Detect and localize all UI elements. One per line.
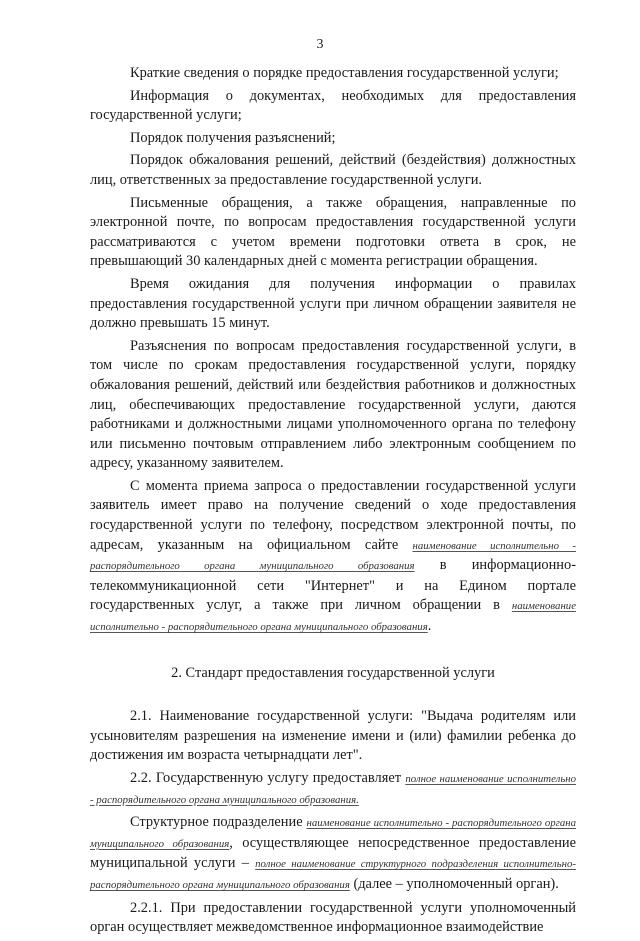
text-run: 2. Стандарт предоставления государственной услуги <box>171 664 495 681</box>
text-run: 2.1. Наименование государственной услуги: "Выдача родителям или усыновителям разрешения на изменение имени и (или) фамилии ребенка до достижения им возраста четырнадцати лет". <box>90 708 576 764</box>
text-run: . <box>427 618 432 635</box>
page-number: 3 <box>316 37 324 52</box>
text-run: Структурное подразделение <box>130 814 307 831</box>
paragraph <box>90 129 576 149</box>
paragraph <box>90 899 576 938</box>
paragraph <box>90 337 576 474</box>
handwritten-insert: полное наименование исполнительно - распорядительного органа муниципального образования. <box>90 773 576 806</box>
text-run: 2.2.1. При предоставлении государственной услуги уполномоченный орган осуществляет межведомственное информационное взаимодействие <box>90 899 576 936</box>
text-run: Разъяснения по вопросам предоставления государственной услуги, в том числе по срокам предоставления государственной услуги, порядку обжалования решений, действий или бездействия работников и должностных лиц, обеспечивающих предоставление государственной услуги, даются работниками и должностными лицами уполномоченного органа по телефону или письменно почтовым отправлением либо электронным сообщением по адресу, указанному заявителем. <box>90 337 576 472</box>
paragraph <box>90 813 576 895</box>
text-run: Порядок обжалования решений, действий (бездействия) должностных лиц, ответственных за предоставление государственной услуги. <box>90 152 576 188</box>
text-run: С момента приема запроса о предоставлении государственной услуги заявитель имеет право на получение сведений о ходе предоставления государственной услуги по телефону, посредством электронной почты, по адресам, указанным на официальном сайте <box>90 477 576 553</box>
text-run: 2.2. Государственную услугу предоставляет <box>130 770 406 786</box>
paragraph <box>90 275 576 334</box>
text-run: (далее – уполномоченный орган). <box>349 875 559 892</box>
paragraph <box>90 151 576 190</box>
paragraph <box>90 477 576 638</box>
paragraph <box>90 194 576 272</box>
text-run: Письменные обращения, а также обращения, направленные по электронной почте, по вопросам предоставления государственной услуги рассматриваются с учетом времени подготовки ответа в срок, не превышающий 30 календарных дней с момента регистрации обращения. <box>90 194 576 270</box>
text-run: в информационно-телекоммуникационной сети "Интернет" и на Едином портале государственных услуг, а также при личном обращении в <box>90 557 577 614</box>
document-body <box>90 64 576 941</box>
text-run: Порядок получения разъяснений; <box>130 129 336 146</box>
paragraph <box>90 707 576 766</box>
text-run: Информация о документах, необходимых для предоставления государственной услуги; <box>90 87 576 124</box>
paragraph <box>90 64 576 84</box>
paragraph <box>90 87 576 126</box>
text-run: , осуществляющее непосредственное предоставление муниципальной услуги – <box>90 834 577 872</box>
handwritten-insert: наименование исполнительно - распорядительного органа муниципального образования <box>90 539 576 573</box>
text-run: Время ожидания для получения информации о правилах предоставления государственной услуги при личном обращении заявителя не должно превышать 15 минут. <box>90 275 576 332</box>
text-run: Краткие сведения о порядке предоставления государственной услуги; <box>130 65 559 81</box>
handwritten-insert: наименование исполнительно - распорядительного органа муниципального образования <box>90 817 576 850</box>
handwritten-insert: наименование исполнительно - распорядительного органа муниципального образования <box>90 600 576 634</box>
handwritten-insert: полное наименование структурного подразделения исполнительно-распорядительного органа муниципального образования <box>90 858 576 891</box>
section-heading <box>90 664 576 684</box>
paragraph <box>90 769 576 810</box>
